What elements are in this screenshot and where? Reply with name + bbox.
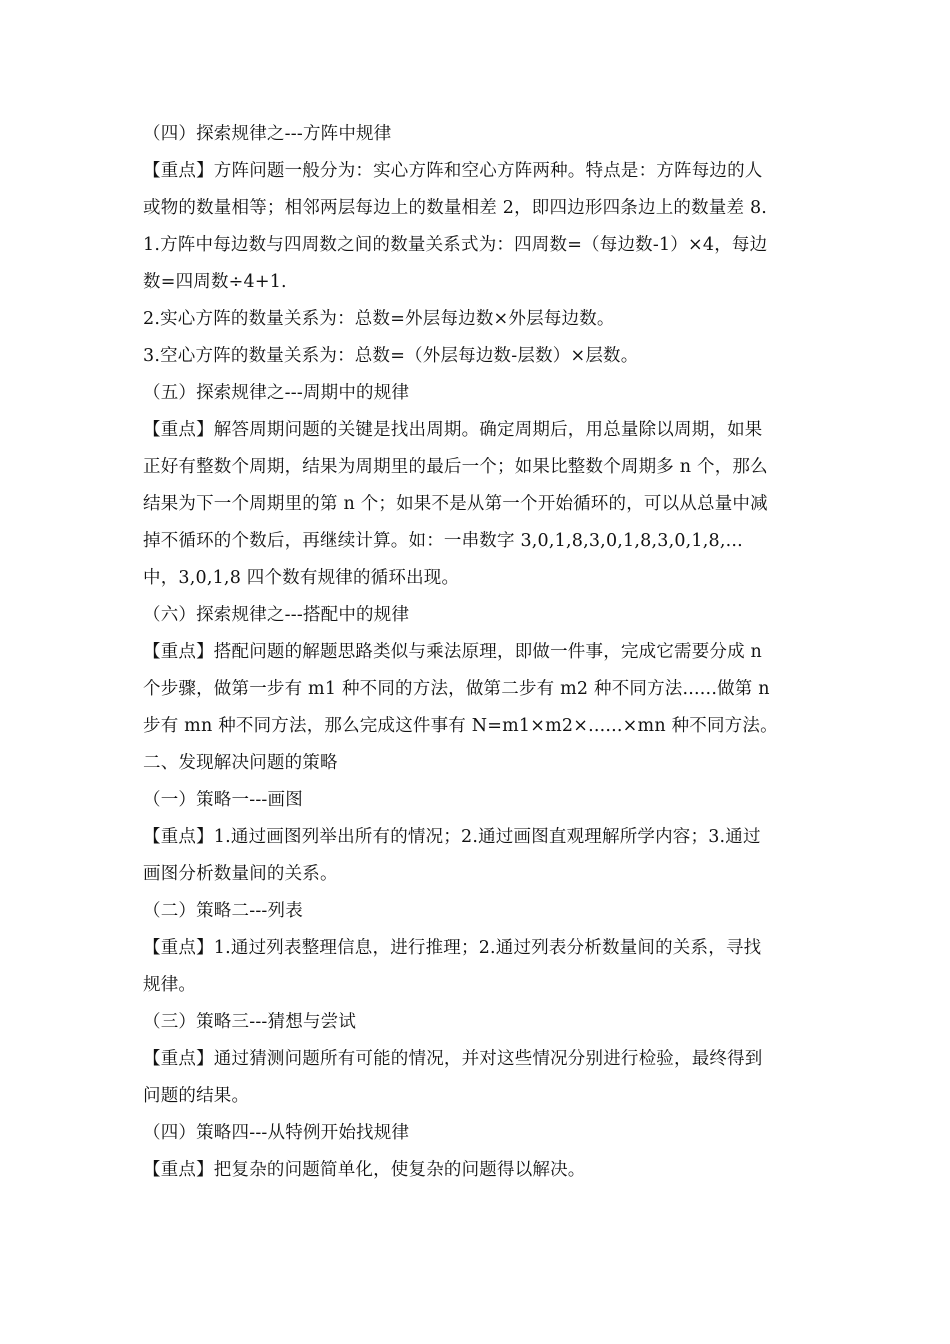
chapter-heading-strategies: 二、发现解决问题的策略 <box>143 753 338 773</box>
document-body <box>143 116 813 1189</box>
section-heading-square-array: （四）探索规律之---方阵中规律 <box>143 124 392 144</box>
text-line: 3.空心方阵的数量关系为：总数=（外层每边数-层数）×层数。 <box>143 346 639 366</box>
text-line: 结果为下一个周期里的第 n 个；如果不是从第一个开始循环的，可以从总量中减 <box>143 494 768 514</box>
text-line: 个步骤，做第一步有 m1 种不同的方法，做第二步有 m2 种不同方法......做第 n <box>143 679 770 699</box>
section-heading-strategy-1: （一）策略一---画图 <box>143 790 303 810</box>
text-line: 步有 mn 种不同方法，那么完成这件事有 N=m1×m2×......×mn 种不同方法。 <box>143 716 778 736</box>
text-line: 【重点】1.通过画图列举出所有的情况；2.通过画图直观理解所学内容；3.通过 <box>143 827 761 847</box>
section-heading-matching: （六）探索规律之---搭配中的规律 <box>143 605 410 625</box>
section-heading-strategy-3: （三）策略三---猜想与尝试 <box>143 1012 357 1032</box>
text-line: 【重点】搭配问题的解题思路类似与乘法原理，即做一件事，完成它需要分成 n <box>143 642 763 662</box>
text-line: 画图分析数量间的关系。 <box>143 864 338 884</box>
text-line: 【重点】把复杂的问题简单化，使复杂的问题得以解决。 <box>143 1160 586 1180</box>
text-line: 数=四周数÷4+1. <box>143 272 287 292</box>
section-heading-strategy-2: （二）策略二---列表 <box>143 901 303 921</box>
text-line: 正好有整数个周期，结果为周期里的最后一个；如果比整数个周期多 n 个，那么 <box>143 457 768 477</box>
text-line: 规律。 <box>143 975 197 995</box>
text-line: 【重点】通过猜测问题所有可能的情况，并对这些情况分别进行检验，最终得到 <box>143 1049 763 1069</box>
text-line: 掉不循环的个数后，再继续计算。如：一串数字 3,0,1,8,3,0,1,8,3,0,1,8,... <box>143 531 743 551</box>
text-line: 【重点】解答周期问题的关键是找出周期。确定周期后，用总量除以周期，如果 <box>143 420 763 440</box>
section-heading-periodic: （五）探索规律之---周期中的规律 <box>143 383 410 403</box>
text-line: 中，3,0,1,8 四个数有规律的循环出现。 <box>143 568 460 588</box>
text-line: 或物的数量相等；相邻两层每边上的数量相差 2，即四边形四条边上的数量差 8. <box>143 198 768 218</box>
text-line: 【重点】1.通过列表整理信息，进行推理；2.通过列表分析数量间的关系，寻找 <box>143 938 762 958</box>
text-line: 【重点】方阵问题一般分为：实心方阵和空心方阵两种。特点是：方阵每边的人 <box>143 161 763 181</box>
text-line: 1.方阵中每边数与四周数之间的数量关系式为：四周数=（每边数-1）×4，每边 <box>143 235 768 255</box>
section-heading-strategy-4: （四）策略四---从特例开始找规律 <box>143 1123 410 1143</box>
text-line: 2.实心方阵的数量关系为：总数=外层每边数×外层每边数。 <box>143 309 615 329</box>
text-line: 问题的结果。 <box>143 1086 250 1106</box>
